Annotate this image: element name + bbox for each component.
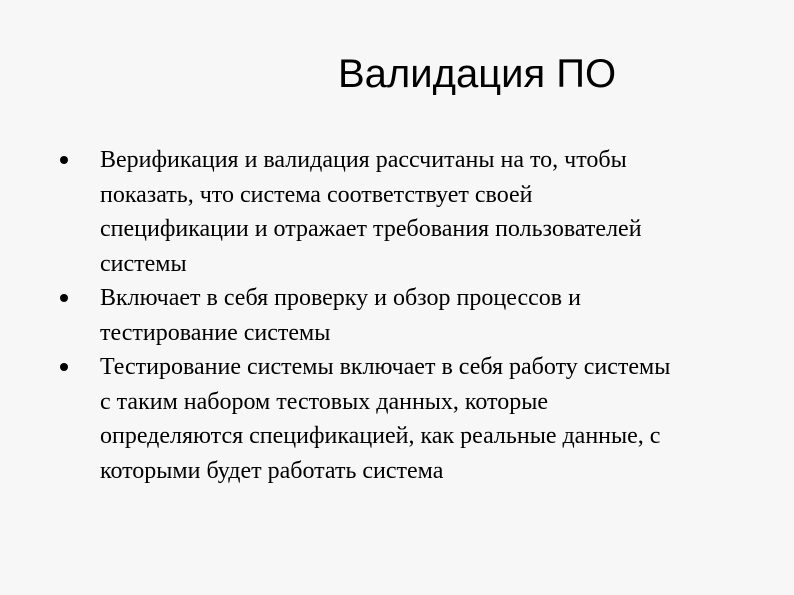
bullet-line: Тестирование системы включает в себя работу системы xyxy=(100,354,671,380)
bullet-item xyxy=(60,350,760,488)
bullet-dot-icon xyxy=(60,294,68,302)
bullet-line: с таким набором тестовых данных, которые xyxy=(100,388,548,415)
bullet-line: определяются спецификацией, как реальные данные, с xyxy=(100,423,661,449)
bullet-dot-icon xyxy=(60,363,68,371)
slide-title: Валидация ПО xyxy=(338,52,617,96)
bullet-item xyxy=(60,281,760,350)
bullet-line: системы xyxy=(100,250,187,277)
bullet-line: Верификация и валидация рассчитаны на то, чтобы xyxy=(100,147,627,173)
bullet-line: спецификации и отражает требования пользователей xyxy=(100,216,642,242)
bullet-item xyxy=(60,143,760,281)
bullet-line: показать, что система соответствует своей xyxy=(100,181,533,208)
bullet-list xyxy=(60,143,760,488)
bullet-line: Включает в себя проверку и обзор процессов и xyxy=(100,285,581,311)
bullet-line: которыми будет работать система xyxy=(100,457,444,484)
bullet-dot-icon xyxy=(60,156,68,164)
bullet-line: тестирование системы xyxy=(100,319,331,346)
